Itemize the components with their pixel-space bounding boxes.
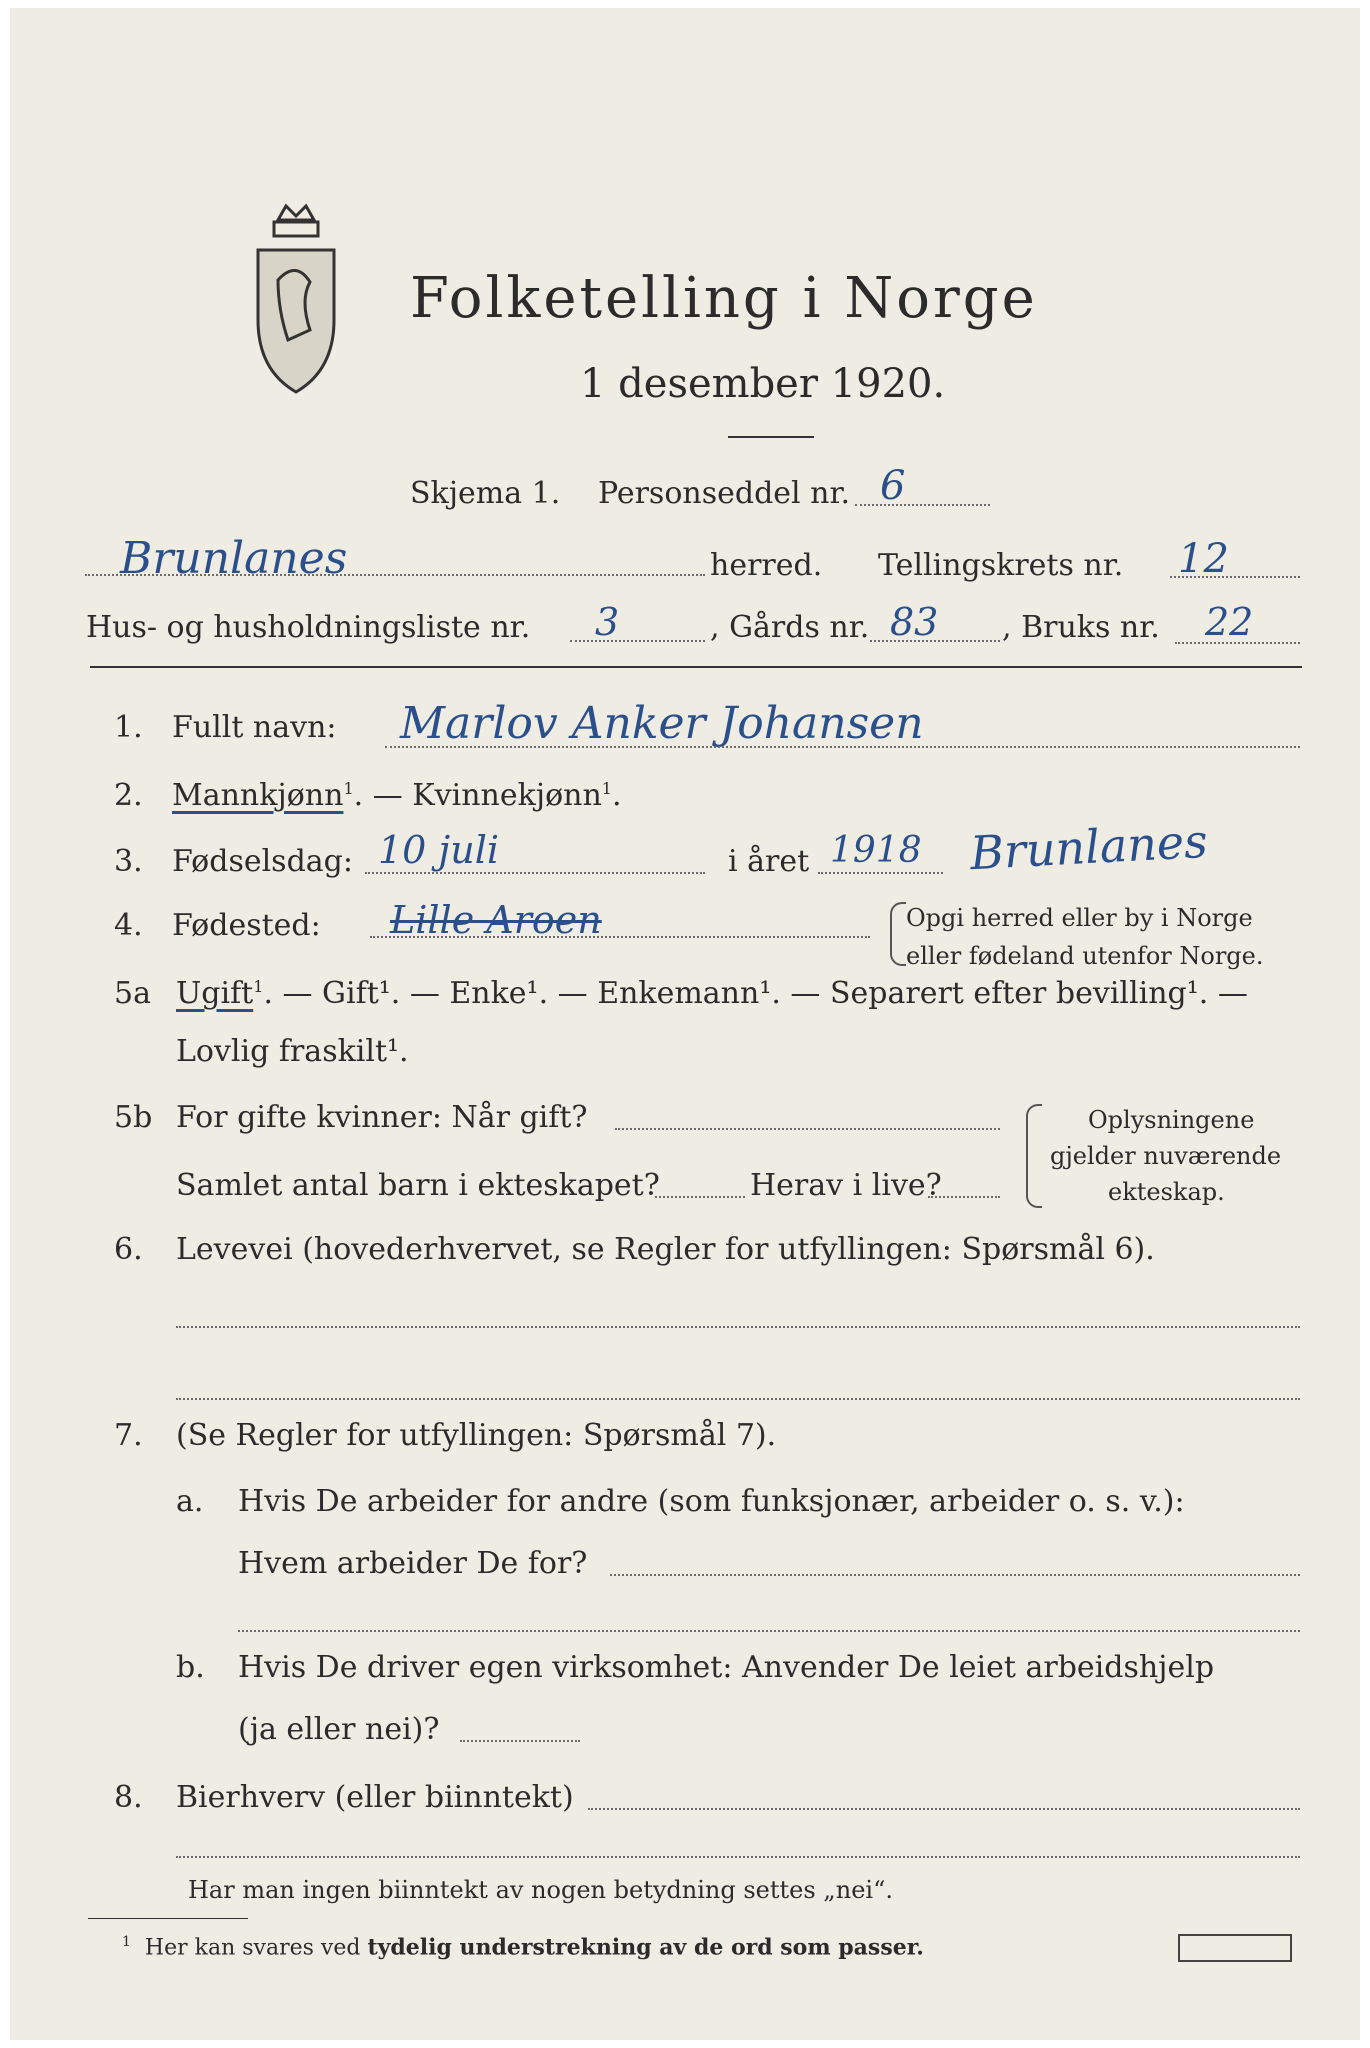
birthplace-line <box>370 936 870 938</box>
skjema-label: Skjema 1. <box>410 476 561 511</box>
q8-label: Bierhverv (eller biinntekt) <box>176 1780 574 1815</box>
q7-label: (Se Regler for utfyllingen: Spørsmål 7). <box>176 1418 777 1453</box>
birthplace-written[interactable]: Brunlanes <box>968 813 1209 881</box>
alive-line <box>928 1196 1000 1198</box>
q2-number: 2. <box>114 778 143 813</box>
footnote-ref: 1 <box>253 977 264 996</box>
personseddel-value[interactable]: 6 <box>880 463 906 509</box>
gards-line <box>870 640 1000 642</box>
census-date: 1 desember 1920. <box>580 361 946 407</box>
marital-divorced-option[interactable]: Lovlig fraskilt¹. <box>176 1034 409 1069</box>
marriage-note-brace <box>1026 1104 1042 1208</box>
q5b-alive-label: Herav i live? <box>750 1168 942 1203</box>
q7a-question: Hvem arbeider De for? <box>238 1546 588 1581</box>
husholdningsliste-label: Hus- og husholdningsliste nr. <box>86 610 531 645</box>
side-income-line-2 <box>176 1856 1300 1858</box>
q4-label: Fødested: <box>172 908 321 943</box>
gender-options <box>172 778 622 813</box>
footnote-number: 1 <box>122 1934 131 1950</box>
q7a-letter: a. <box>176 1484 204 1519</box>
birth-year-value[interactable]: 1918 <box>830 830 922 871</box>
married-when-line <box>615 1128 1000 1130</box>
marital-other-options[interactable]: . — Gift¹. — Enke¹. — Enkemann¹. — Separert efter bevilling¹. — <box>263 976 1248 1011</box>
husholdningsliste-value[interactable]: 3 <box>595 600 620 644</box>
herred-label: herred. <box>710 548 823 583</box>
full-name-line <box>385 746 1300 748</box>
employer-line-2 <box>238 1630 1300 1632</box>
birthplace-struck[interactable]: Lille Aroen <box>390 898 602 942</box>
children-line <box>655 1196 745 1198</box>
q7-number: 7. <box>114 1418 143 1453</box>
birthplace-note-2: eller fødeland utenfor Norge. <box>906 942 1264 970</box>
footnote-text: Her kan svares ved <box>144 1935 368 1961</box>
marriage-note-3: ekteskap. <box>1108 1178 1225 1206</box>
bruks-line <box>1175 642 1300 644</box>
bruks-label: , Bruks nr. <box>1002 610 1160 645</box>
coat-of-arms-icon <box>248 200 344 400</box>
husholdningsliste-line <box>570 640 705 642</box>
header-divider <box>90 666 1302 668</box>
side-income-note: Har man ingen biinntekt av nogen betydning settes „nei“. <box>188 1876 893 1904</box>
hired-help-line <box>460 1740 580 1742</box>
birthday-line <box>365 872 705 874</box>
footnote-emphasis: tydelig understrekning av de ord som passer. <box>367 1934 924 1961</box>
q1-label: Fullt navn: <box>172 710 337 745</box>
footnote-ref: 1 <box>601 779 612 798</box>
footnote <box>122 1934 924 1960</box>
herred-line <box>85 574 705 576</box>
gender-separator: . — <box>353 778 413 813</box>
gards-value[interactable]: 83 <box>890 600 939 644</box>
q1-number: 1. <box>114 710 143 745</box>
tellingskrets-value[interactable]: 12 <box>1178 536 1229 582</box>
q7b-text: Hvis De driver egen virksomhet: Anvender De leiet arbeidshjelp <box>238 1650 1215 1685</box>
form-title: Folketelling i Norge <box>410 266 1038 331</box>
personseddel-line <box>855 504 990 506</box>
q5b-married-label: For gifte kvinner: Når gift? <box>176 1100 588 1135</box>
side-income-line <box>588 1808 1300 1810</box>
marital-unmarried-option[interactable]: Ugift <box>176 976 254 1011</box>
birthplace-note-1: Opgi herred eller by i Norge <box>906 904 1253 932</box>
tellingskrets-label: Tellingskrets nr. <box>878 548 1124 583</box>
footnote-divider <box>88 1918 248 1919</box>
q3-year-label: i året <box>728 844 810 879</box>
q7a-text: Hvis De arbeider for andre (som funksjonær, arbeider o. s. v.): <box>238 1484 1185 1519</box>
birth-year-line <box>818 872 943 874</box>
footnote-ref: 1 <box>343 779 354 798</box>
birthplace-note-brace <box>890 902 906 966</box>
q4-number: 4. <box>114 908 143 943</box>
employer-line <box>610 1574 1300 1576</box>
bruks-value[interactable]: 22 <box>1205 600 1254 644</box>
tellingskrets-line <box>1170 576 1300 578</box>
census-form <box>10 8 1360 2040</box>
q7b-question: (ja eller nei)? <box>238 1712 440 1747</box>
gender-end: . <box>611 778 622 813</box>
birthday-value[interactable]: 10 juli <box>378 828 499 872</box>
herred-value[interactable]: Brunlanes <box>120 533 348 584</box>
q8-number: 8. <box>114 1780 143 1815</box>
marriage-note-1: Oplysningene <box>1088 1106 1255 1134</box>
title-divider <box>728 436 814 438</box>
gards-label: , Gårds nr. <box>710 610 870 645</box>
q5a-number: 5a <box>114 976 151 1011</box>
gender-female-option[interactable]: Kvinnekjønn <box>412 778 602 813</box>
q6-number: 6. <box>114 1232 143 1267</box>
q5b-number: 5b <box>114 1100 153 1135</box>
q5b-children-label: Samlet antal barn i ekteskapet? <box>176 1168 660 1203</box>
q3-number: 3. <box>114 844 143 879</box>
personseddel-label: Personseddel nr. <box>598 476 851 511</box>
full-name-value[interactable]: Marlov Anker Johansen <box>400 698 924 749</box>
marital-options <box>176 976 1248 1011</box>
q7b-letter: b. <box>176 1650 205 1685</box>
occupation-line-2 <box>176 1398 1300 1400</box>
q3-label: Fødselsdag: <box>172 844 353 879</box>
marriage-note-2: gjelder nuværende <box>1050 1142 1282 1170</box>
gender-male-option[interactable]: Mannkjønn <box>172 778 344 813</box>
printer-stamp <box>1178 1934 1292 1962</box>
occupation-line-1 <box>176 1326 1300 1328</box>
q6-label: Levevei (hovederhvervet, se Regler for utfyllingen: Spørsmål 6). <box>176 1232 1155 1267</box>
